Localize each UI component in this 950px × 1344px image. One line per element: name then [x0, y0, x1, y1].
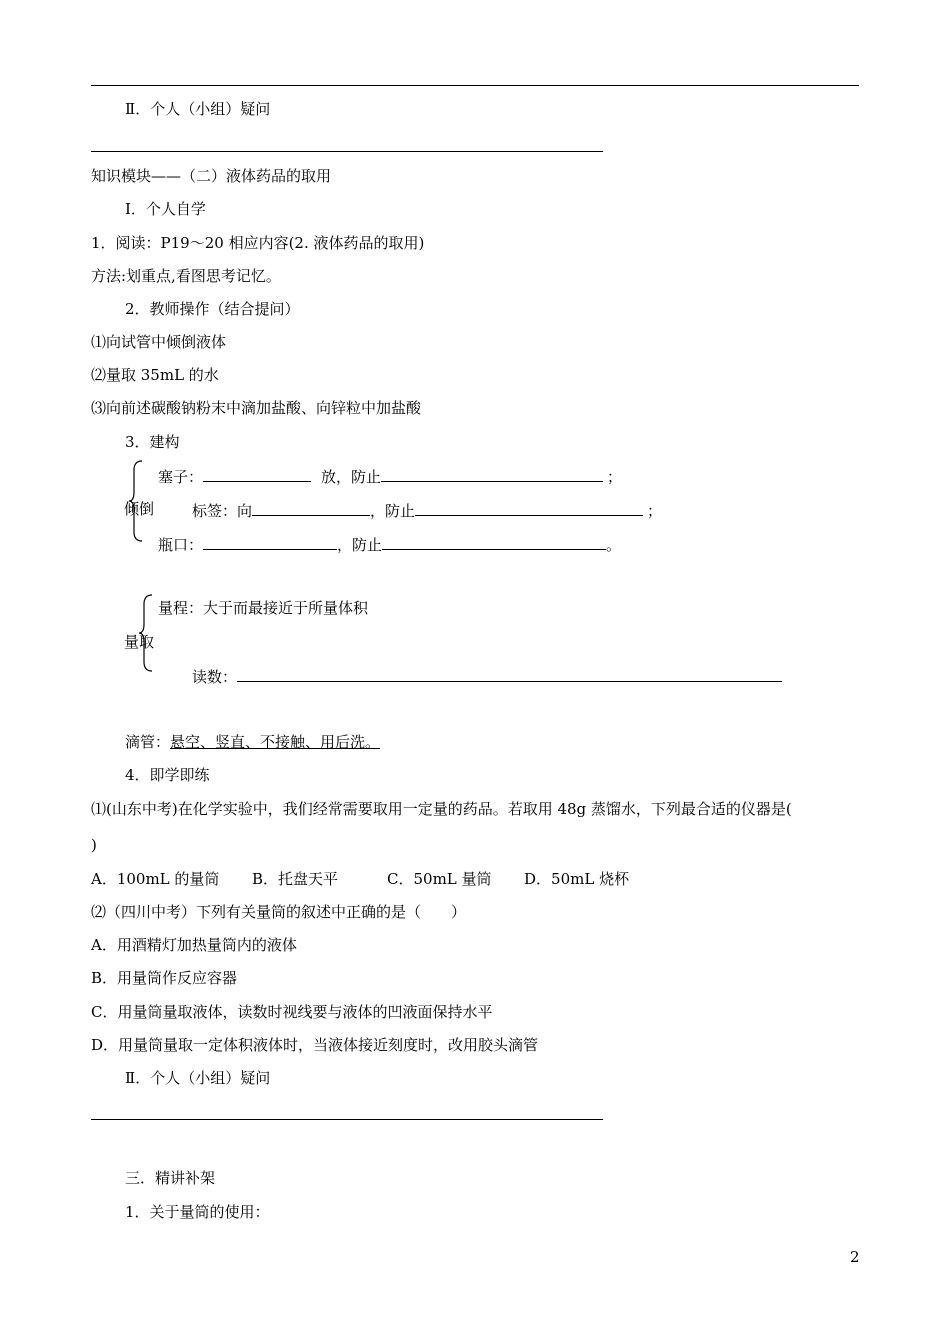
stopper-label: 塞子： [158, 468, 204, 486]
tag-label: 标签：向 [192, 502, 253, 520]
construct-heading: 3．建构 [125, 433, 180, 451]
mouth-row [158, 533, 621, 555]
measure-range: 量程：大于而最接近于所量体积 [158, 599, 369, 617]
q1-option: C．50mL 量筒 [387, 870, 492, 888]
self-study-heading: Ⅰ．个人自学 [125, 200, 206, 218]
questions-heading-1: Ⅱ．个人（小组）疑问 [125, 100, 271, 118]
q2-option: D．用量筒量取一定体积液体时，当液体接近刻度时，改用胶头滴管 [91, 1036, 539, 1054]
q2-option: B．用量筒作反应容器 [91, 969, 238, 987]
reading-row [192, 665, 782, 687]
tag-end: ； [647, 502, 663, 520]
question-1-close: ) [91, 836, 97, 854]
tag-row [192, 499, 662, 521]
answer-line-2 [91, 1119, 603, 1120]
q1-option: D．50mL 烧杯 [524, 870, 630, 888]
stopper-row [158, 465, 622, 487]
tag-mid: ，防止 [370, 502, 416, 520]
operation-item: ⑶向前述碳酸钠粉末中滴加盐酸、向锌粒中加盐酸 [91, 399, 422, 417]
operation-item: ⑴向试管中倾倒液体 [91, 333, 227, 351]
q1-option: B．托盘天平 [252, 870, 339, 888]
stopper-prevent-blank[interactable] [381, 465, 603, 482]
mouth-prevent-blank[interactable] [382, 533, 606, 550]
tag-prevent-blank[interactable] [415, 499, 643, 516]
mouth-label: 瓶口： [158, 536, 204, 554]
mouth-end: 。 [606, 536, 622, 554]
measure-label: 量取 [124, 633, 155, 651]
reading-instruction: 1．阅读：P19～20 相应内容(2. 液体药品的取用) [91, 234, 425, 252]
dropper-label: 滴管： [125, 733, 171, 751]
pour-label: 倾倒 [124, 500, 155, 518]
header-rule [91, 85, 859, 86]
dropper-row [125, 732, 380, 752]
question-1: ⑴(山东中考)在化学实验中，我们经常需要取用一定量的药品。若取用 48g 蒸馏水，下列最合适的仪器是( [91, 800, 792, 818]
q1-option: A．100mL 的量筒 [91, 870, 220, 888]
dropper-text: 悬空、竖直、不接触、用后洗。 [170, 733, 381, 751]
reading-blank[interactable] [237, 665, 782, 682]
operation-item: ⑵量取 35mL 的水 [91, 366, 219, 384]
part3-heading: 三．精讲补架 [125, 1169, 216, 1187]
q2-option: C．用量筒量取液体，读数时视线要与液体的凹液面保持水平 [91, 1003, 493, 1021]
reading-label: 读数： [192, 668, 238, 686]
stopper-mid: 放，防止 [321, 468, 382, 486]
page-number: 2 [850, 1248, 860, 1266]
module-title: 知识模块——（二）液体药品的取用 [91, 167, 332, 185]
tag-blank[interactable] [252, 499, 370, 516]
mouth-blank[interactable] [203, 533, 337, 550]
answer-line-1 [91, 151, 603, 152]
mouth-mid: ，防止 [337, 536, 383, 554]
method-instruction: 方法:划重点,看图思考记忆。 [91, 267, 281, 285]
practice-heading: 4．即学即练 [125, 766, 210, 784]
stopper-blank[interactable] [203, 465, 311, 482]
questions-heading-2: Ⅱ．个人（小组）疑问 [125, 1069, 271, 1087]
question-2: ⑵（四川中考）下列有关量筒的叙述中正确的是（ ） [91, 903, 467, 921]
part3-item-1: 1．关于量筒的使用： [125, 1203, 270, 1221]
q2-option: A．用酒精灯加热量筒内的液体 [91, 936, 297, 954]
stopper-end: ； [607, 468, 623, 486]
teacher-ops-heading: 2．教师操作（结合提问） [125, 300, 300, 318]
